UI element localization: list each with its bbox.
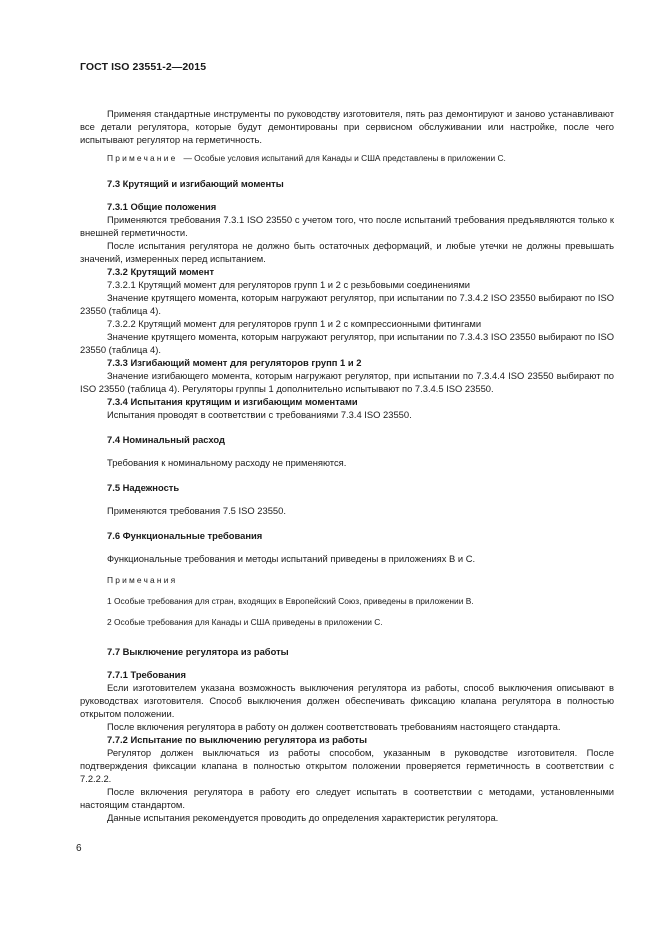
section-7-6-note-2: 2 Особые требования для Канады и США приведены в приложении С. xyxy=(107,617,383,627)
section-7-3-2-1-heading: 7.3.2.1 Крутящий момент для регуляторов групп 1 и 2 с резьбовыми соединениями xyxy=(107,279,471,290)
section-7-7-2-title: 7.7.2 Испытание по выключению регулятора из работы xyxy=(107,734,367,745)
section-7-3-4-paragraph: Испытания проводят в соответствии с требованиями 7.3.4 ISO 23550. xyxy=(107,409,412,420)
note-text: — Особые условия испытаний для Канады и США представлены в приложении С. xyxy=(183,153,506,163)
section-7-6-note-1: 1 Особые требования для стран, входящих в Европейский Союз, приведены в приложении В. xyxy=(107,596,474,606)
section-7-5-paragraph: Применяются требования 7.5 ISO 23550. xyxy=(107,505,286,516)
section-7-3-1-paragraph-2: После испытания регулятора не должно быть остаточных деформаций, и любые утечки не должны превышать значений, измеренных перед испытанием. xyxy=(80,240,614,264)
section-7-3-2-2-paragraph: Значение крутящего момента, которым нагружают регулятор, при испытании по 7.3.4.3 ISO 23550 выбирают по ISO 23550 (таблица 4). xyxy=(80,331,614,355)
section-7-3-3-paragraph: Значение изгибающего момента, которым нагружают регулятор, при испытании по 7.3.4.4 ISO 23550 выбирают по ISO 23550 (таблица 4). Регуляторы группы 1 дополнительно испытывают по 7.3.4.5 ISO 23550. xyxy=(80,370,614,394)
intro-paragraph: Применяя стандартные инструменты по руководству изготовителя, пять раз демонтируют и заново устанавливают все детали регулятора, которые будут демонтированы при сервисном обслуживании или настройке, после чего испытывают регулятор на герметичность. xyxy=(80,108,614,145)
section-7-6-title: 7.6 Функциональные требования xyxy=(107,530,263,541)
section-7-4-paragraph: Требования к номинальному расходу не применяются. xyxy=(107,457,347,468)
section-7-7-2-paragraph-2: После включения регулятора в работу его следует испытать в соответствии с методами, установленными настоящим стандартом. xyxy=(80,786,614,810)
section-7-7-2-paragraph-1: Регулятор должен выключаться из работы способом, указанным в руководстве изготовителя. После подтверждения фиксации клапана в полностью открытом положении проверяется герметичность в соответствии с 7.2.2.2. xyxy=(80,747,614,784)
section-7-6-paragraph: Функциональные требования и методы испытаний приведены в приложениях В и С. xyxy=(107,553,476,564)
section-7-7-title: 7.7 Выключение регулятора из работы xyxy=(107,646,289,657)
note-label: Примечание xyxy=(107,153,178,163)
section-7-3-1-paragraph-1: Применяются требования 7.3.1 ISO 23550 с учетом того, что после испытаний требования предъявляются только к внешней герметичности. xyxy=(80,214,614,238)
section-7-3-4-title: 7.3.4 Испытания крутящим и изгибающим моментами xyxy=(107,396,358,407)
document-header: ГОСТ ISO 23551-2—2015 xyxy=(80,61,207,73)
section-7-6-notes-label: Примечания xyxy=(107,575,178,585)
section-7-5-title: 7.5 Надежность xyxy=(107,482,180,493)
section-7-3-title: 7.3 Крутящий и изгибающий моменты xyxy=(107,178,284,189)
section-7-3-1-title: 7.3.1 Общие положения xyxy=(107,201,217,212)
section-7-7-2-paragraph-3: Данные испытания рекомендуется проводить до определения характеристик регулятора. xyxy=(107,812,499,823)
section-7-3-3-title: 7.3.3 Изгибающий момент для регуляторов групп 1 и 2 xyxy=(107,357,362,368)
section-7-7-1-title: 7.7.1 Требования xyxy=(107,669,186,680)
section-7-7-1-paragraph-2: После включения регулятора в работу он должен соответствовать требованиям настоящего стандарта. xyxy=(107,721,561,732)
document-body xyxy=(80,107,614,824)
section-7-3-2-2-heading: 7.3.2.2 Крутящий момент для регуляторов групп 1 и 2 с компрессионными фитингами xyxy=(107,318,482,329)
page-number: 6 xyxy=(76,843,82,854)
section-7-4-title: 7.4 Номинальный расход xyxy=(107,434,225,445)
section-7-7-1-paragraph-1: Если изготовителем указана возможность выключения регулятора из работы, способ выключения описывают в руководствах изготовителя. Способ выключения должен обеспечивать фиксацию клапана регулятора в полностью открытом положении. xyxy=(80,682,614,719)
intro-note xyxy=(80,152,614,165)
section-7-3-2-1-paragraph: Значение крутящего момента, которым нагружают регулятор, при испытании по 7.3.4.2 ISO 23550 выбирают по ISO 23550 (таблица 4). xyxy=(80,292,614,316)
section-7-3-2-title: 7.3.2 Крутящий момент xyxy=(107,266,215,277)
